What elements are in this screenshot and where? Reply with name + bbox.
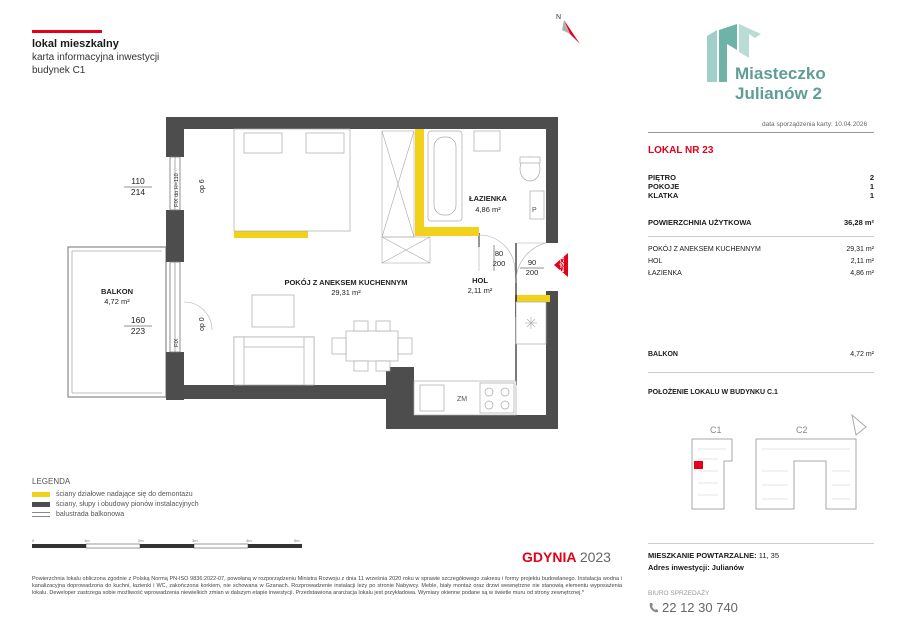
sales-office-label: BIURO SPRZEDAŻY xyxy=(648,590,710,597)
room-label-balkon: BALKON xyxy=(100,287,134,296)
investment-address: Adres inwestycji: Julianów xyxy=(648,563,744,572)
door2-width: 90 xyxy=(527,258,537,267)
balcony-row: BALKON 4,72 m² xyxy=(648,351,874,358)
boiler-label: P xyxy=(532,207,537,214)
page-title: lokal mieszkalny xyxy=(32,38,119,50)
divider xyxy=(648,132,874,133)
svg-text:0: 0 xyxy=(32,538,35,543)
room-label-hol: HOL xyxy=(472,276,488,285)
window2-fix: FIX xyxy=(174,338,180,347)
legend-swatch-yellow xyxy=(32,492,50,497)
svg-text:2m: 2m xyxy=(138,538,144,543)
header-accent-bar xyxy=(32,30,102,33)
card-date: data sporządzenia karty: 10.04.2026 xyxy=(762,121,868,128)
window1-width: 110 xyxy=(131,176,145,186)
page-subtitle: karta informacyjna inwestycji xyxy=(32,52,160,63)
svg-text:3m: 3m xyxy=(192,538,198,543)
room-area-pokoj: 29,31 m² xyxy=(331,288,361,297)
door1-height: 200 xyxy=(492,259,506,268)
svg-text:4m: 4m xyxy=(246,538,252,543)
divider xyxy=(648,372,874,373)
floor-row: PIĘTRO 2 xyxy=(648,173,874,182)
entrance-label: WEJŚCIE xyxy=(560,254,566,277)
location-heading: POŁOŻENIE LOKALU W BUDYNKU C.1 xyxy=(648,389,778,396)
svg-text:5m: 5m xyxy=(294,538,300,543)
room-area-balkon: 4,72 m² xyxy=(104,297,130,306)
window2-opening: op 0 xyxy=(199,317,206,331)
window2-height: 223 xyxy=(130,326,146,336)
north-arrow-icon xyxy=(550,8,590,48)
north-label: N xyxy=(556,14,562,21)
legend-swatch-grey xyxy=(32,502,50,507)
room-area-hol: 2,11 m² xyxy=(467,286,493,295)
legend-item-demountable: ściany działowe nadające się do demontażu xyxy=(32,491,193,498)
svg-text:1m: 1m xyxy=(84,538,90,543)
legend-swatch-railing xyxy=(32,512,50,517)
city-brand: GDYNIA 2023 xyxy=(522,549,611,565)
room-label-pokoj: POKÓJ Z ANEKSEM KUCHENNYM xyxy=(284,278,408,287)
svg-text:C2: C2 xyxy=(796,425,808,435)
building-location-map xyxy=(676,405,874,525)
legend-item-walls: ściany, słupy i obudowy pionów instalacyjnych xyxy=(32,501,199,508)
room-label-lazienka: ŁAZIENKA xyxy=(469,194,507,203)
logo-text: Miasteczko Julianów 2 xyxy=(735,64,826,103)
washer-label: ZM xyxy=(457,396,468,403)
building-label: budynek C1 xyxy=(32,65,86,76)
rooms-row: POKOJE 1 xyxy=(648,182,874,191)
usable-area-row: POWIERZCHNIA UŻYTKOWA 36,28 m² xyxy=(648,218,874,227)
scale-bar xyxy=(32,538,302,550)
divider xyxy=(648,236,874,237)
phone-icon xyxy=(648,602,658,614)
window2-width: 160 xyxy=(130,315,146,325)
door1-width: 80 xyxy=(494,249,504,258)
unit-location-marker xyxy=(694,461,703,469)
room-row-pokoj: POKÓJ Z ANEKSEM KUCHENNYM 29,31 m² xyxy=(648,246,874,253)
room-area-lazienka: 4,86 m² xyxy=(475,205,501,214)
room-row-lazienka: ŁAZIENKA 4,86 m² xyxy=(648,270,874,277)
repeat-units: MIESZKANIE POWTARZALNE: 11, 35 xyxy=(648,551,779,560)
staircase-row: KLATKA 1 xyxy=(648,191,874,200)
sales-phone[interactable]: 22 12 30 740 xyxy=(662,600,738,615)
window1-fix: FIX do H=110 xyxy=(174,173,180,207)
balcony-outline xyxy=(68,247,166,397)
legend-item-railing: balustrada balkonowa xyxy=(32,511,124,518)
unit-number: LOKAL NR 23 xyxy=(648,145,714,156)
legend-title: LEGENDA xyxy=(32,477,71,486)
floor-plan xyxy=(20,95,640,545)
window1-opening: op 6 xyxy=(199,179,206,193)
room-row-hol: HOL 2,11 m² xyxy=(648,258,874,265)
window1-height: 214 xyxy=(130,187,146,197)
divider xyxy=(648,543,874,544)
svg-text:C1: C1 xyxy=(710,425,722,435)
door2-height: 200 xyxy=(525,268,539,277)
footnote: Powierzchnia lokalu obliczona zgodnie z Polską Normą PN-ISO 9836:2022-07, powołaną w rozporządzeniu Ministra Rozwoju z dnia 11 września 2020 roku w sprawie szczegółowego zakresu i formy projektu budowlanego. Instalacja wodna i kanalizacyjna doprowadzona do kuchni, łazienki i WC, zakończona korkiem, nie schowana w Gzanach. Rozprowadzenie instalacji leży po stronie Nabywcy. Meble, biały montaż oraz drzwi wewnętrzne nie stanowią elementu wyposażenia lokalu. Deweloper zastrzega sobie możliwość wprowadzenia niewielkich zmian w dalszym etapie inwestycji. Przedstawiona aranżacja lokalu jest przykładowa. Wymiary okienne podane są w świetle muru od strony zewnętrznej.* xyxy=(32,576,622,596)
